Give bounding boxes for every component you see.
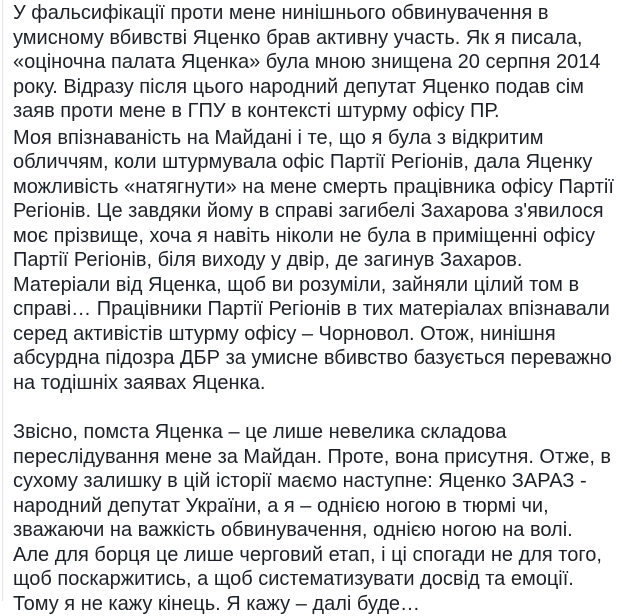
post-paragraph-2: Моя впізнаваність на Майдані і те, що я була з відкритим обличчям, коли штурмувала офіс Партії Регіонів, дала Яценку можливість «натягнути» на мене смерть працівника офісу Партії Регіонів. Це завдяки йому в справі загибелі Захарова з'явилося моє прізвище, хоча я навіть ніколи не була в приміщенні офісу Партії Регіонів, біля виходу у двір, де загинув Захаров. Матеріали від Яценка, щоб ви розуміли, зайняли цілий том в справі… Працівники Партії Регіонів в тих матеріалах впізнавали серед активістів штурму офісу – Чорновол. Отож, нинішня абсурдна підозра ДБР за умисне вбивство базується переважно на тодішніх заявах Яценка. [13, 126, 620, 396]
post-paragraph-4: Але для борця це лише черговий етап, і ці спогади не для того, щоб поскаржитись, а щоб систематизувати досвід та емоції. Тому я не кажу кінець. Я кажу – далі буде… [13, 543, 620, 616]
post-paragraph-1: У фальсифікації проти мене нинішнього обвинувачення в умисному вбивстві Яценко брав активну участь. Як я писала, «оціночна палата Яценка» була мною знищена 20 серпня 2014 року. Відразу після цього народний депутат Яценко подав сім заяв проти мене в ГПУ в контексті штурму офісу ПР. [13, 1, 620, 124]
post-paragraph-3: Звісно, помста Яценка – це лише невелика складова переслідування мене за Майдан. Проте, вона присутня. Отже, в сухому залишку в цій історії маємо наступне: Яценко ЗАРАЗ - народний депутат України, а я – однією ногою в тюрмі чи, зважаючи на важкість обвинувачення, однією ногою на волі. [13, 420, 620, 543]
